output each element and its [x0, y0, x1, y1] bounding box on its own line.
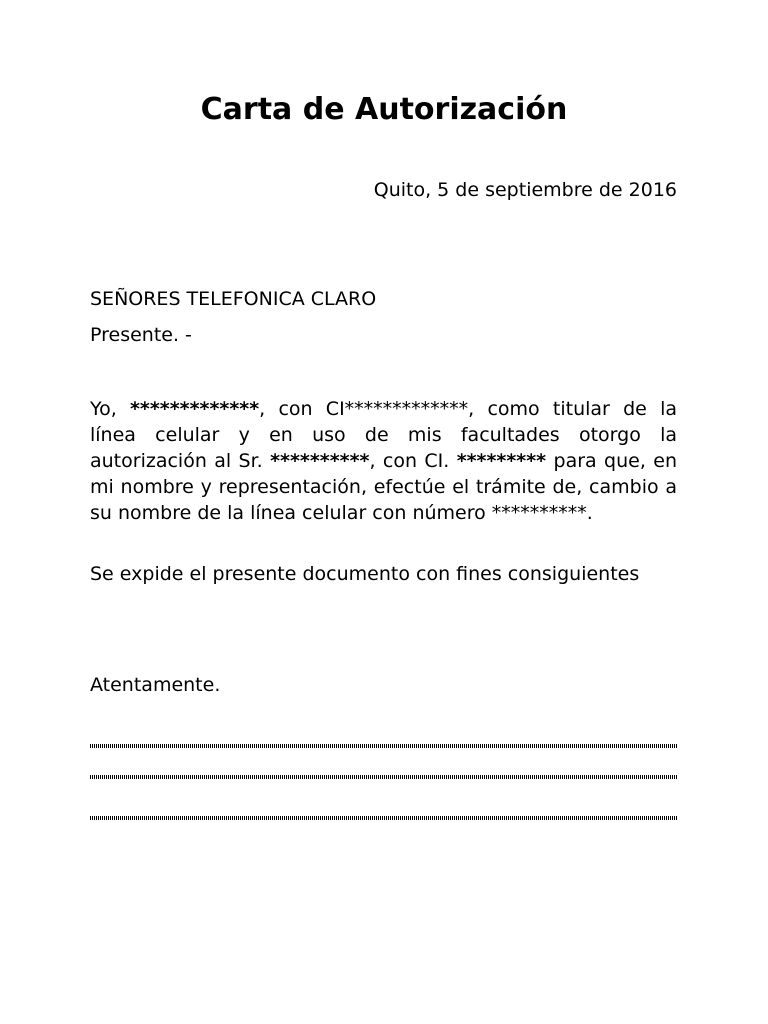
- id-line: [90, 816, 677, 820]
- sign-off: Atentamente.: [90, 674, 221, 696]
- name-line: [90, 775, 677, 779]
- recipient-line: SEÑORES TELEFONICA CLARO: [90, 288, 377, 310]
- letter-title: Carta de Autorización: [200, 92, 568, 127]
- body-text-1: Yo,: [90, 398, 130, 420]
- body-text-2: , con CI*************, como titular de la línea celular y en uso de mis facultades otorgo la autorización al Sr.: [90, 398, 677, 472]
- body-text-3: , con CI.: [369, 450, 457, 472]
- greeting-line: Presente. -: [90, 324, 192, 346]
- masked-representative-name: **********: [270, 450, 370, 472]
- body-text-4: para que, en mi nombre y representación, efectúe el trámite de, cambio a su nombre de la línea celular con número **********.: [90, 450, 677, 524]
- body-paragraph: [90, 396, 677, 526]
- masked-representative-ci: *********: [456, 450, 547, 472]
- signature-line: [90, 744, 677, 748]
- date-line: Quito, 5 de septiembre de 2016: [373, 179, 677, 201]
- closing-statement: Se expide el presente documento con fines consiguientes: [90, 563, 640, 585]
- masked-name: *************: [130, 398, 260, 420]
